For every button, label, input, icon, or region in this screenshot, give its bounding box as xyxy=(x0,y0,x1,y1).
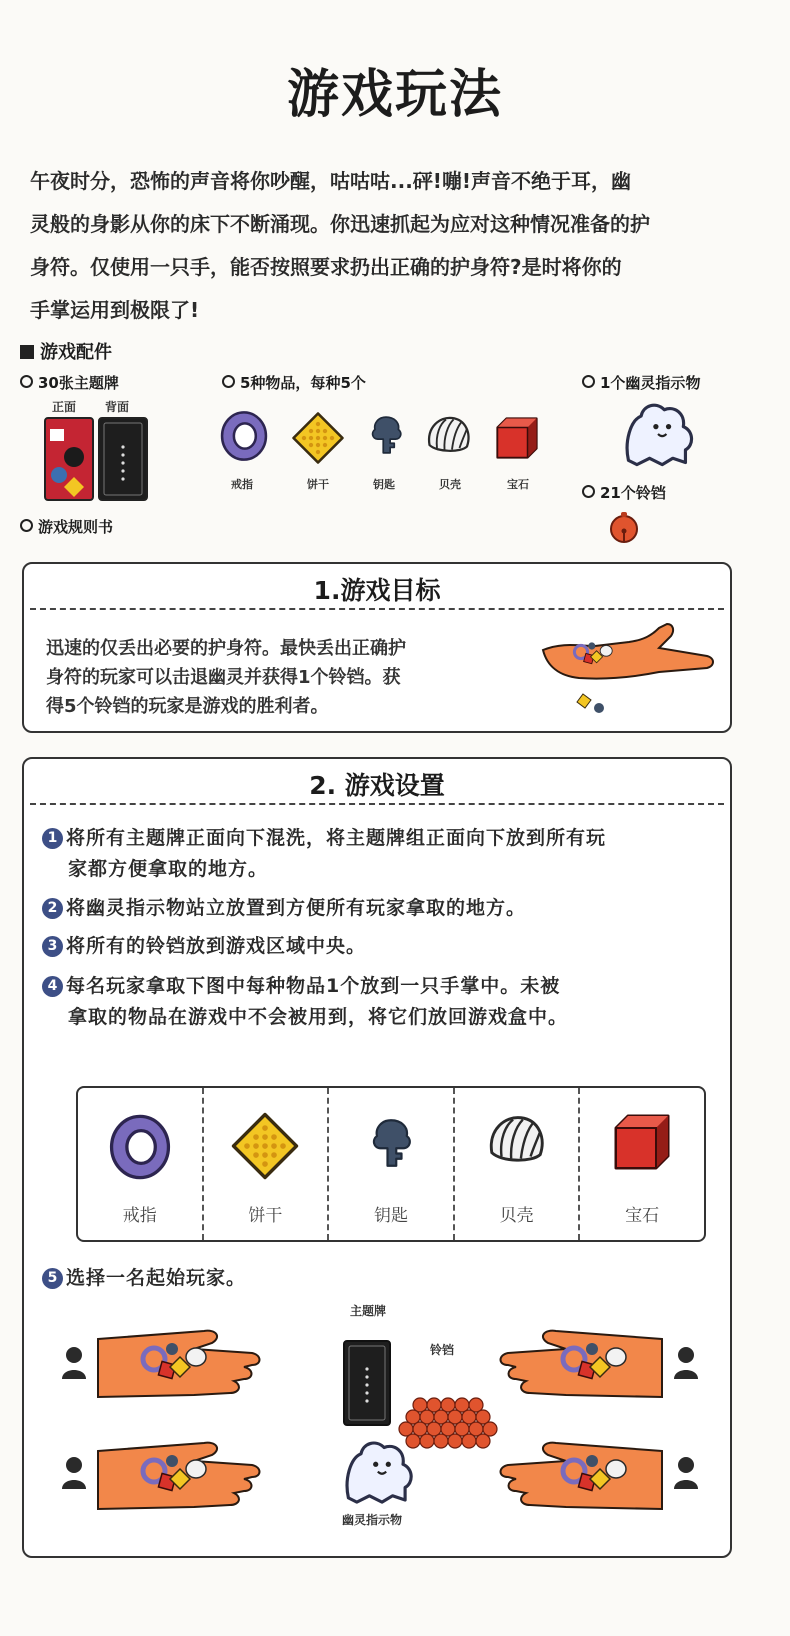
player-icon xyxy=(62,1347,86,1379)
setup-section xyxy=(22,757,732,1558)
shell-icon xyxy=(424,412,474,460)
ghost-icon xyxy=(347,1443,411,1502)
key-icon xyxy=(363,1110,419,1176)
player-icon xyxy=(674,1457,698,1489)
deck-icon xyxy=(344,1341,390,1425)
bells-pile-icon xyxy=(399,1398,497,1448)
player-icon xyxy=(674,1347,698,1379)
setup-step-3: 3 将所有的铃铛放到游戏区域中央。 xyxy=(42,931,722,962)
strip-cell-shell: 贝壳 xyxy=(455,1088,581,1240)
ghost-bullet: 1个幽灵指示物 xyxy=(582,372,700,393)
setup-step-4: 4 每名玩家拿取下图中每种物品1个放到一只手掌中。未被 拿取的物品在游戏中不会被用到，将它们放回游戏盒中。 xyxy=(42,971,722,1033)
item-label-ring: 戒指 xyxy=(231,478,253,491)
cookie-icon xyxy=(229,1110,301,1182)
goal-title: 1.游戏目标 xyxy=(313,576,441,605)
square-bullet-icon xyxy=(20,345,34,359)
deck-label: 主题牌 xyxy=(350,1304,387,1318)
card-back-label: 背面 xyxy=(105,400,130,414)
hand-throwing-illustration xyxy=(539,616,719,720)
player-hand xyxy=(98,1331,260,1397)
ring-icon xyxy=(105,1110,175,1184)
setup-step-2: 2 将幽灵指示物站立放置到方便所有玩家拿取的地方。 xyxy=(42,893,722,924)
shell-icon xyxy=(485,1110,549,1172)
goal-section xyxy=(22,562,732,733)
player-icon xyxy=(62,1457,86,1489)
items-bullet: 5种物品，每种5个 xyxy=(222,372,366,393)
item-label-key: 钥匙 xyxy=(373,478,395,491)
gem-icon xyxy=(493,414,541,462)
ring-icon xyxy=(217,408,271,464)
rulebook-bullet: 游戏规则书 xyxy=(20,516,113,537)
intro-paragraph xyxy=(30,160,765,332)
intro-line: 午夜时分，恐怖的声音将你吵醒，咕咕咕...砰!嘣!声音不绝于耳，幽 xyxy=(30,169,632,193)
setup-step-5: 5 选择一名起始玩家。 xyxy=(42,1263,722,1294)
intro-line: 灵般的身影从你的床下不断涌现。你迅速抓起为应对这种情况准备的护 xyxy=(30,212,650,236)
step-number-badge: 1 xyxy=(42,828,63,849)
gem-icon xyxy=(610,1110,674,1174)
step-number-badge: 4 xyxy=(42,976,63,997)
card-front-label: 正面 xyxy=(52,400,77,414)
intro-line: 身符。仅使用一只手，能否按照要求扔出正确的护身符?是时将你的 xyxy=(30,255,622,279)
key-icon xyxy=(364,410,408,460)
intro-line: 手掌运用到极限了! xyxy=(30,298,200,322)
cards-bullet: 30张主题牌 xyxy=(20,372,119,393)
bells-label: 铃铛 xyxy=(430,1343,455,1357)
divider xyxy=(30,803,724,805)
card-back-icon xyxy=(99,418,147,500)
item-label-shell: 贝壳 xyxy=(439,478,461,491)
player-hand xyxy=(98,1443,260,1509)
components-heading: 游戏配件 xyxy=(20,338,112,364)
item-label-gem: 宝石 xyxy=(507,478,529,491)
strip-cell-cookie: 饼干 xyxy=(204,1088,330,1240)
circle-bullet-icon xyxy=(582,485,595,498)
goal-text: 迅速的仅丢出必要的护身符。最快丢出正确护 身符的玩家可以击退幽灵并获得1个铃铛。获 得5个铃铛的玩家是游戏的胜利者。 xyxy=(46,638,406,717)
circle-bullet-icon xyxy=(20,375,33,388)
strip-cell-gem: 宝石 xyxy=(580,1088,704,1240)
bell-icon xyxy=(608,508,640,546)
bells-bullet: 21个铃铛 xyxy=(582,482,666,503)
items-strip xyxy=(76,1086,706,1242)
cards-illustration xyxy=(44,417,150,503)
setup-title: 2. 游戏设置 xyxy=(309,771,445,800)
strip-cell-ring: 戒指 xyxy=(78,1088,204,1240)
circle-bullet-icon xyxy=(222,375,235,388)
ghost-icon xyxy=(620,398,696,470)
step-number-badge: 3 xyxy=(42,936,63,957)
ghost-label: 幽灵指示物 xyxy=(342,1513,403,1527)
step-number-badge: 5 xyxy=(42,1268,63,1289)
strip-cell-key: 钥匙 xyxy=(329,1088,455,1240)
item-label-cookie: 饼干 xyxy=(307,478,329,491)
circle-bullet-icon xyxy=(20,519,33,532)
step-number-badge: 2 xyxy=(42,898,63,919)
page-title: 游戏玩法 xyxy=(286,65,503,125)
setup-step-1: 1 将所有主题牌正面向下混洗，将主题牌组正面向下放到所有玩 家都方便拿取的地方。 xyxy=(42,823,722,885)
divider xyxy=(30,608,724,610)
circle-bullet-icon xyxy=(582,375,595,388)
cookie-icon xyxy=(290,410,346,466)
